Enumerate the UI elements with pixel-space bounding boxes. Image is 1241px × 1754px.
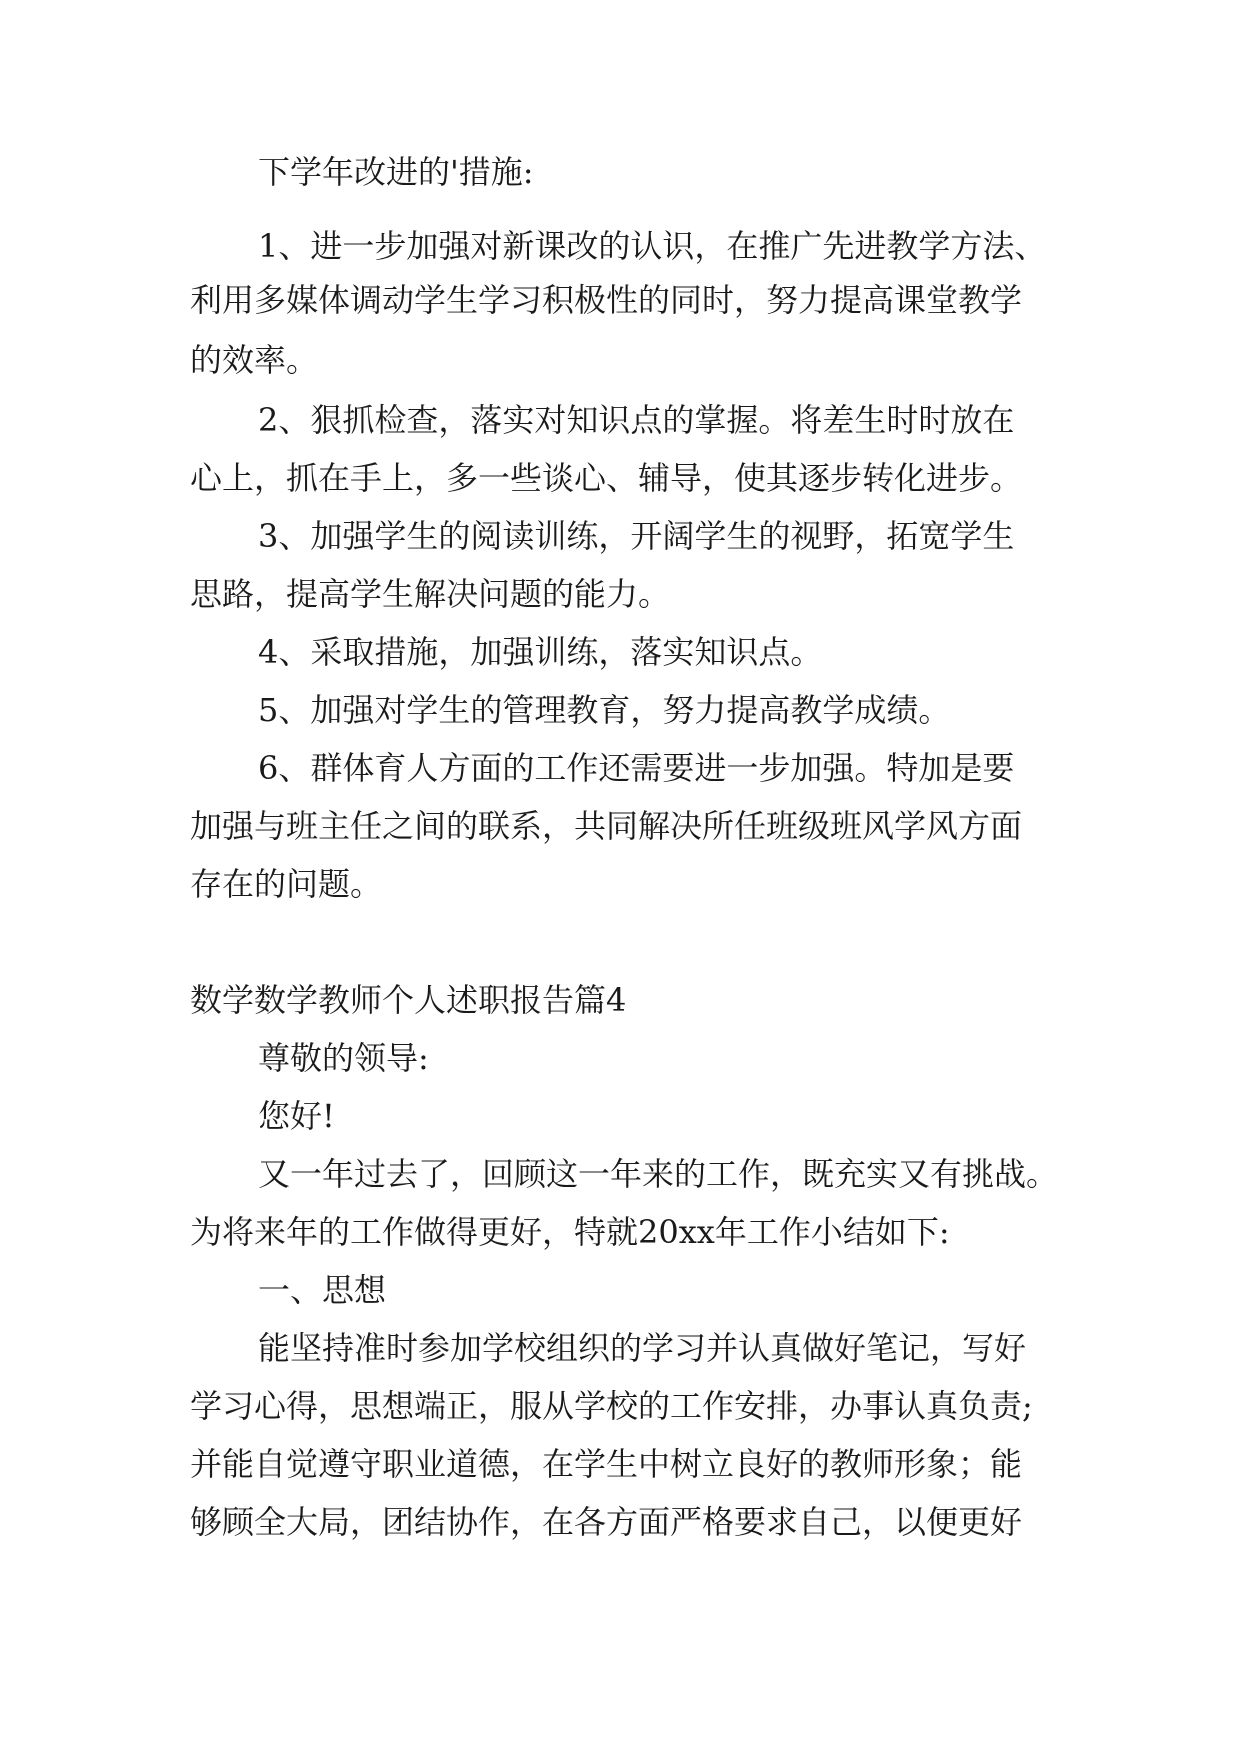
- paragraph-line: 的效率。: [190, 341, 319, 379]
- paragraph-line: 3、加强学生的阅读训练，开阔学生的视野，拓宽学生: [258, 517, 1015, 555]
- paragraph-line: 5、加强对学生的管理教育，努力提高教学成绩。: [258, 691, 951, 729]
- paragraph-line: 能坚持准时参加学校组织的学习并认真做好笔记，写好: [258, 1329, 1027, 1367]
- subsection-heading: 一、思想: [258, 1271, 387, 1309]
- paragraph-line: 并能自觉遵守职业道德，在学生中树立良好的教师形象；能: [190, 1445, 1023, 1483]
- paragraph-line: 学习心得，思想端正，服从学校的工作安排，办事认真负责;: [190, 1387, 1033, 1425]
- paragraph-line: 6、群体育人方面的工作还需要进一步加强。特加是要: [258, 749, 1015, 787]
- greeting: 您好!: [258, 1097, 335, 1135]
- paragraph-line: 心上，抓在手上，多一些谈心、辅导，使其逐步转化进步。: [190, 459, 1023, 497]
- paragraph-line: 2、狠抓检查，落实对知识点的掌握。将差生时时放在: [258, 401, 1015, 439]
- paragraph-line: 下学年改进的'措施:: [258, 153, 534, 191]
- paragraph-line: 又一年过去了，回顾这一年来的工作，既充实又有挑战。: [258, 1155, 1059, 1193]
- paragraph-line: 思路，提高学生解决问题的能力。: [190, 575, 671, 613]
- salutation: 尊敬的领导:: [258, 1039, 429, 1077]
- paragraph-line: 存在的问题。: [190, 865, 383, 903]
- paragraph-line: 利用多媒体调动学生学习积极性的同时，努力提高课堂教学: [190, 281, 1023, 319]
- paragraph-line: 够顾全大局，团结协作，在各方面严格要求自己，以便更好: [190, 1503, 1023, 1541]
- paragraph-line: 加强与班主任之间的联系，共同解决所任班级班风学风方面: [190, 807, 1023, 845]
- paragraph-line: 1、进一步加强对新课改的认识，在推广先进教学方法、: [258, 227, 1047, 265]
- section-heading: 数学数学教师个人述职报告篇4: [190, 981, 627, 1019]
- paragraph-line: 为将来年的工作做得更好，特就20xx年工作小结如下:: [190, 1213, 950, 1251]
- paragraph-line: 4、采取措施，加强训练，落实知识点。: [258, 633, 823, 671]
